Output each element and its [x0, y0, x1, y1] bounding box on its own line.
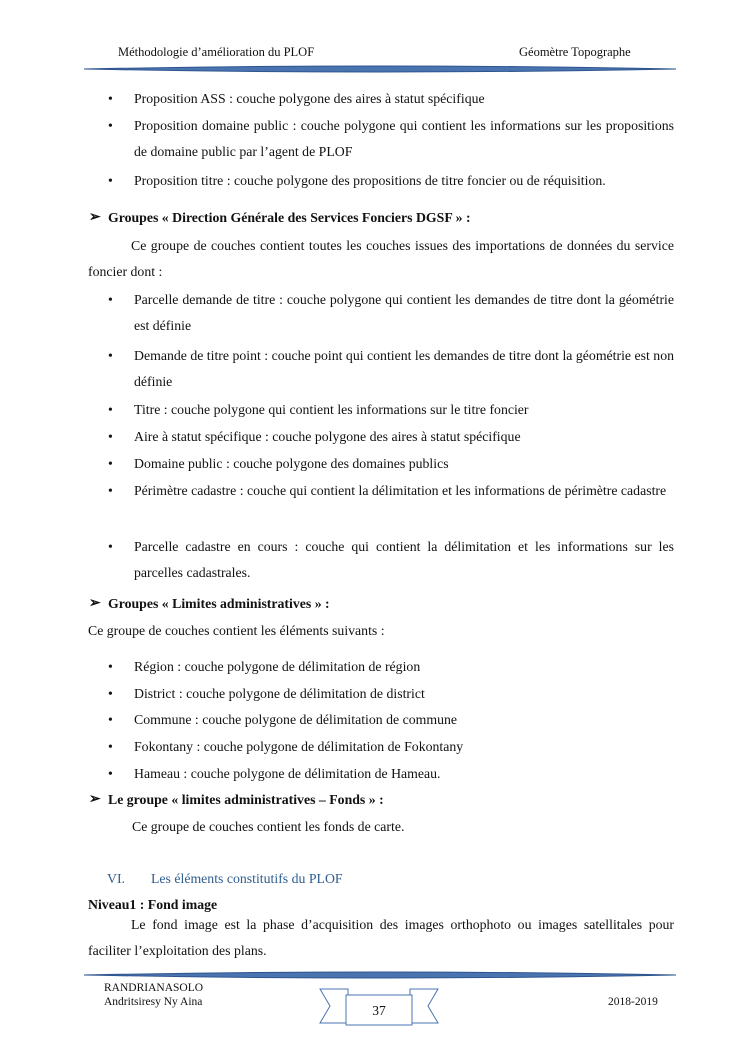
bullet-icon: • — [108, 686, 113, 701]
group-fonds-heading: Le groupe « limites administratives – Fonds » : — [108, 792, 384, 807]
header-right-title: Géomètre Topographe — [519, 45, 631, 59]
header-rule — [80, 63, 680, 75]
bullet-icon: • — [108, 118, 113, 133]
bullet-icon: • — [108, 173, 113, 188]
list-item: • Titre : couche polygone qui contient les informations sur le titre foncier — [108, 397, 674, 423]
bullet-icon: • — [108, 483, 113, 498]
group-fonds-description: Ce groupe de couches contient les fonds de carte. — [132, 819, 405, 834]
footer-author-line1: RANDRIANASOLO — [104, 982, 204, 994]
list-item: • Demande de titre point : couche point qui contient les demandes de titre dont la géométrie est non définie — [108, 343, 674, 395]
group-limites-heading: Groupes « Limites administratives » : — [108, 596, 330, 611]
arrow-bullet-icon: ➢ — [89, 596, 101, 611]
bullet-icon: • — [108, 429, 113, 444]
bullet-icon: • — [108, 91, 113, 106]
bullet-icon: • — [108, 348, 113, 363]
list-item: • District : couche polygone de délimitation de district — [108, 681, 674, 707]
footer-years: 2018-2019 — [608, 996, 658, 1008]
list-item: • Région : couche polygone de délimitation de région — [108, 654, 674, 680]
list-item: • Proposition domaine public : couche polygone qui contient les informations sur les propositions de domaine public par l’agent de PLOF — [108, 113, 674, 165]
bullet-icon: • — [108, 766, 113, 781]
list-item: • Parcelle cadastre en cours : couche qui contient la délimitation et les informations sur les parcelles cadastrales. — [108, 534, 674, 586]
section-number: VI. — [107, 871, 126, 886]
header-left-title: Méthodologie d’amélioration du PLOF — [118, 45, 315, 59]
footer-author-line2: Andritsiresy Ny Aina — [104, 996, 203, 1008]
niveau1-heading: Niveau1 : Fond image — [88, 897, 218, 912]
bullet-icon: • — [108, 539, 113, 554]
list-item: • Périmètre cadastre : couche qui contient la délimitation et les informations de périmètre cadastre — [108, 478, 674, 504]
page-number: 37 — [372, 1003, 386, 1018]
list-item: • Proposition titre : couche polygone des propositions de titre foncier ou de réquisition. — [108, 168, 674, 194]
bullet-icon: • — [108, 292, 113, 307]
list-item: • Aire à statut spécifique : couche polygone des aires à statut spécifique — [108, 424, 674, 450]
list-item: • Domaine public : couche polygone des domaines publics — [108, 451, 674, 477]
list-item: • Commune : couche polygone de délimitation de commune — [108, 707, 674, 733]
group-dgsf-heading: Groupes « Direction Générale des Services Fonciers DGSF » : — [108, 210, 471, 225]
list-item: • Hameau : couche polygone de délimitation de Hameau. — [108, 761, 674, 787]
arrow-bullet-icon: ➢ — [89, 792, 101, 807]
niveau1-text: Le fond image est la phase d’acquisition des images orthophoto ou images satellitales pour faciliter l’exploitation des plans. — [88, 917, 674, 958]
footer-rule — [80, 969, 680, 981]
list-item: • Fokontany : couche polygone de délimitation de Fokontany — [108, 734, 674, 760]
bullet-icon: • — [108, 402, 113, 417]
group-dgsf-description: Ce groupe de couches contient toutes les couches issues des importations de données du service foncier dont : — [88, 238, 674, 279]
list-item: • Parcelle demande de titre : couche polygone qui contient les demandes de titre dont la géométrie est définie — [108, 287, 674, 339]
bullet-icon: • — [108, 712, 113, 727]
bullet-icon: • — [108, 456, 113, 471]
section-title: Les éléments constitutifs du PLOF — [151, 871, 343, 886]
group-limites-description: Ce groupe de couches contient les éléments suivants : — [88, 623, 385, 638]
list-item: • Proposition ASS : couche polygone des aires à statut spécifique — [108, 86, 674, 112]
bullet-icon: • — [108, 659, 113, 674]
arrow-bullet-icon: ➢ — [89, 210, 101, 225]
bullet-icon: • — [108, 739, 113, 754]
